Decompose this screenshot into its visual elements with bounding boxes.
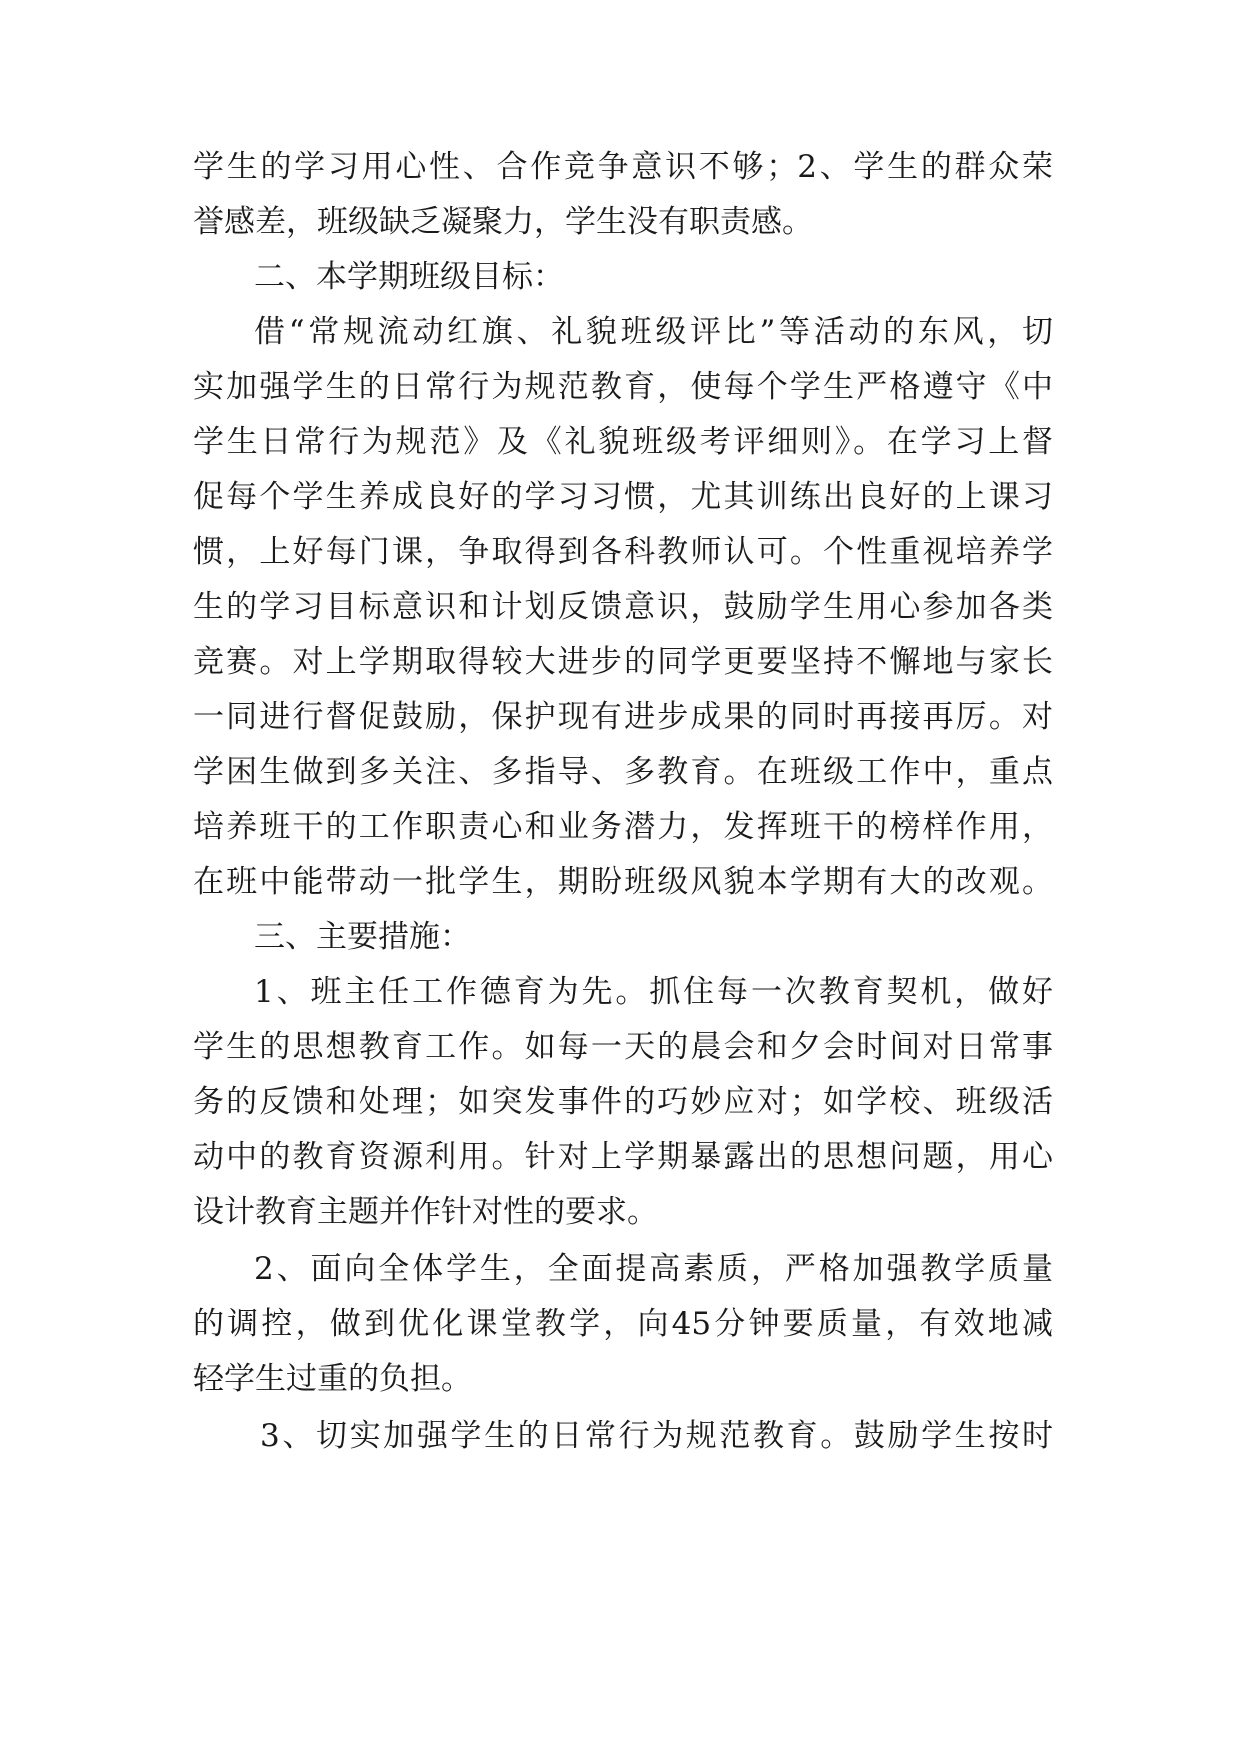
text-line: 轻学生过重的负担。 [193,1361,472,1397]
text-line: 培养班干的工作职责心和业务潜力，发挥班干的榜样作用， [193,809,1053,845]
text-line: 学生日常行为规范》及《礼貌班级考评细则》。在学习上督 [193,424,1053,460]
section-heading: 三、主要措施： [254,919,471,955]
text-line: 竞赛。对上学期取得较大进步的同学更要坚持不懈地与家长 [193,644,1053,680]
text-line: 学生的学习用心性、合作竞争意识不够；2、学生的群众荣 [193,149,1053,185]
text-line: 生的学习目标意识和计划反馈意识，鼓励学生用心参加各类 [193,589,1053,625]
text-line: 设计教育主题并作针对性的要求。 [193,1194,658,1230]
text-line: 借“常规流动红旗、礼貌班级评比”等活动的东风，切 [254,314,1053,350]
text-line: 学困生做到多关注、多指导、多教育。在班级工作中，重点 [193,754,1053,790]
text-line: 学生的思想教育工作。如每一天的晨会和夕会时间对日常事 [193,1029,1053,1065]
text-line: 誉感差，班级缺乏凝聚力，学生没有职责感。 [193,204,813,240]
text-line: 务的反馈和处理；如突发事件的巧妙应对；如学校、班级活 [193,1084,1053,1120]
section-heading: 二、本学期班级目标： [254,259,564,295]
text-line: 惯，上好每门课，争取得到各科教师认可。个性重视培养学 [193,534,1053,570]
text-line: 促每个学生养成良好的学习习惯，尤其训练出良好的上课习 [193,479,1053,515]
text-line: 1、班主任工作德育为先。抓住每一次教育契机，做好 [254,974,1053,1010]
text-line: 动中的教育资源利用。针对上学期暴露出的思想问题，用心 [193,1139,1053,1175]
text-line: 实加强学生的日常行为规范教育，使每个学生严格遵守《中 [193,369,1053,405]
text-line: 的调控，做到优化课堂教学，向45分钟要质量，有效地减 [193,1306,1053,1342]
text-line: 3、切实加强学生的日常行为规范教育。鼓励学生按时 [260,1418,1053,1454]
text-line: 一同进行督促鼓励，保护现有进步成果的同时再接再厉。对 [193,699,1053,735]
text-line: 2、面向全体学生，全面提高素质，严格加强教学质量 [254,1251,1053,1287]
text-line: 在班中能带动一批学生，期盼班级风貌本学期有大的改观。 [193,864,1053,900]
